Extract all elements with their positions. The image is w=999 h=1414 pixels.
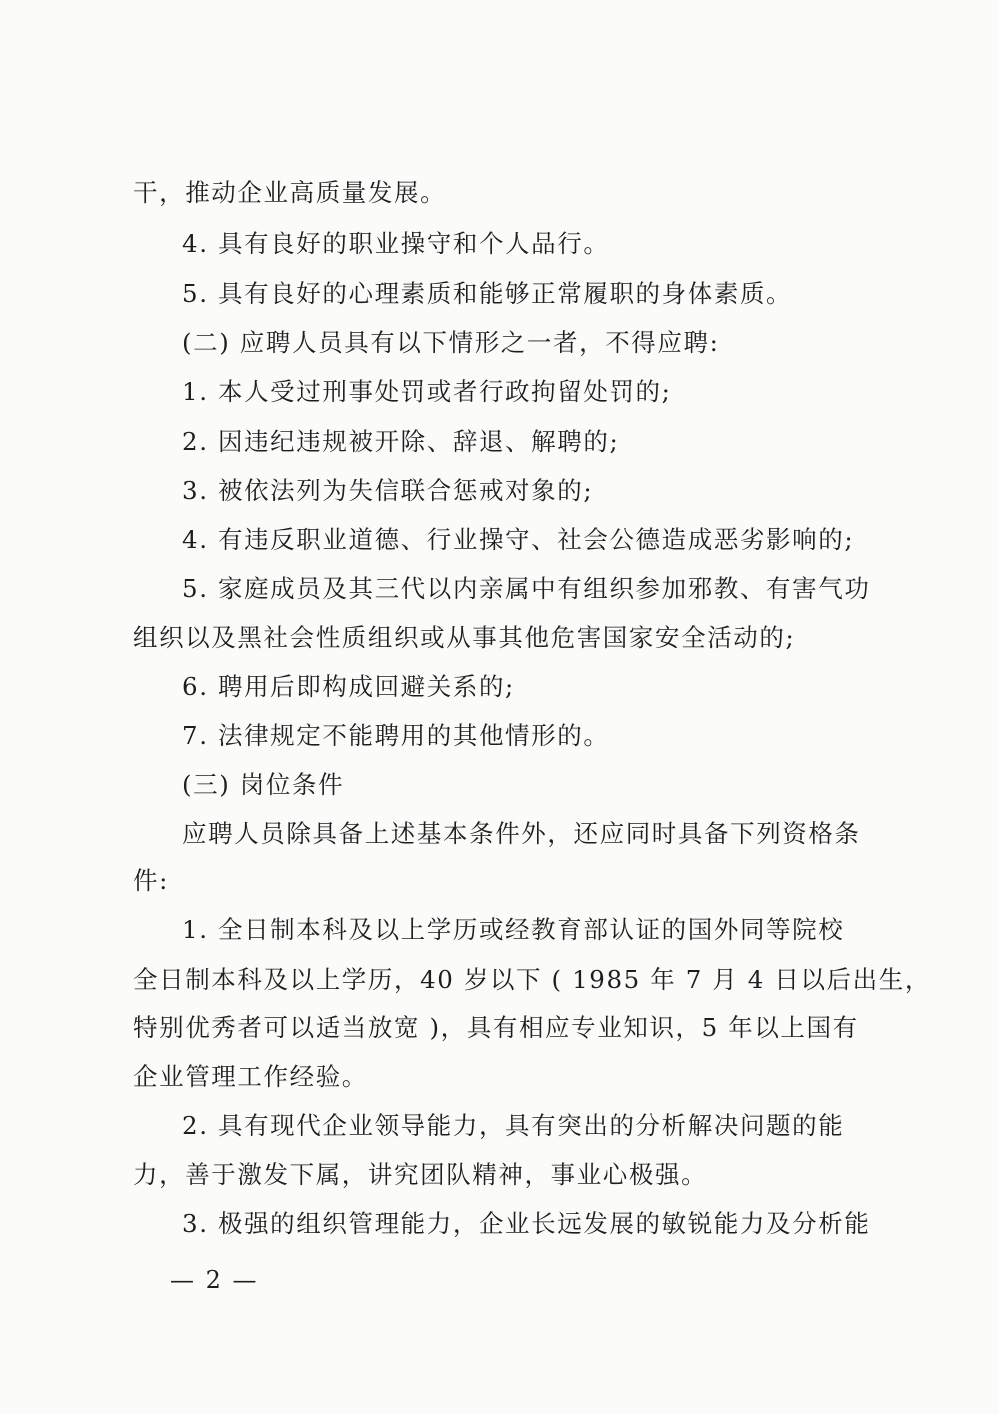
text-line: 4. 有违反职业道德、行业操守、社会公德造成恶劣影响的; [182,525,855,554]
text-line: 力，善于激发下属，讲究团队精神，事业心极强。 [133,1160,708,1189]
text-line: 特别优秀者可以适当放宽 )，具有相应专业知识，5 年以上国有 [133,1013,859,1042]
text-line: 件: [133,866,169,895]
text-line: 2. 因违纪违规被开除、辞退、解聘的; [182,427,620,456]
page-number: — 2 — [170,1266,259,1294]
section-heading: (二) 应聘人员具有以下情形之一者，不得应聘: [182,328,720,357]
text-line: 组织以及黑社会性质组织或从事其他危害国家安全活动的; [133,623,796,652]
text-line: 2. 具有现代企业领导能力，具有突出的分析解决问题的能 [182,1111,845,1140]
text-line: 1. 本人受过刑事处罚或者行政拘留处罚的; [182,377,672,406]
text-line: 3. 被依法列为失信联合惩戒对象的; [182,476,594,505]
text-line: 7. 法律规定不能聘用的其他情形的。 [182,721,610,750]
section-heading: (三) 岗位条件 [182,770,345,799]
text-line: 4. 具有良好的职业操守和个人品行。 [182,229,610,258]
text-line: 3. 极强的组织管理能力，企业长远发展的敏锐能力及分析能 [182,1209,871,1238]
text-line: 干，推动企业高质量发展。 [133,178,447,207]
text-line: 企业管理工作经验。 [133,1062,368,1091]
text-line: 全日制本科及以上学历，40 岁以下 ( 1985 年 7 月 4 日以后出生， [133,965,931,994]
text-line: 6. 聘用后即构成回避关系的; [182,672,515,701]
text-line: 5. 具有良好的心理素质和能够正常履职的身体素质。 [182,279,793,308]
text-line: 1. 全日制本科及以上学历或经教育部认证的国外同等院校 [182,915,845,944]
text-line: 5. 家庭成员及其三代以内亲属中有组织参加邪教、有害气功 [182,574,871,603]
text-line: 应聘人员除具备上述基本条件外，还应同时具备下列资格条 [182,819,861,848]
